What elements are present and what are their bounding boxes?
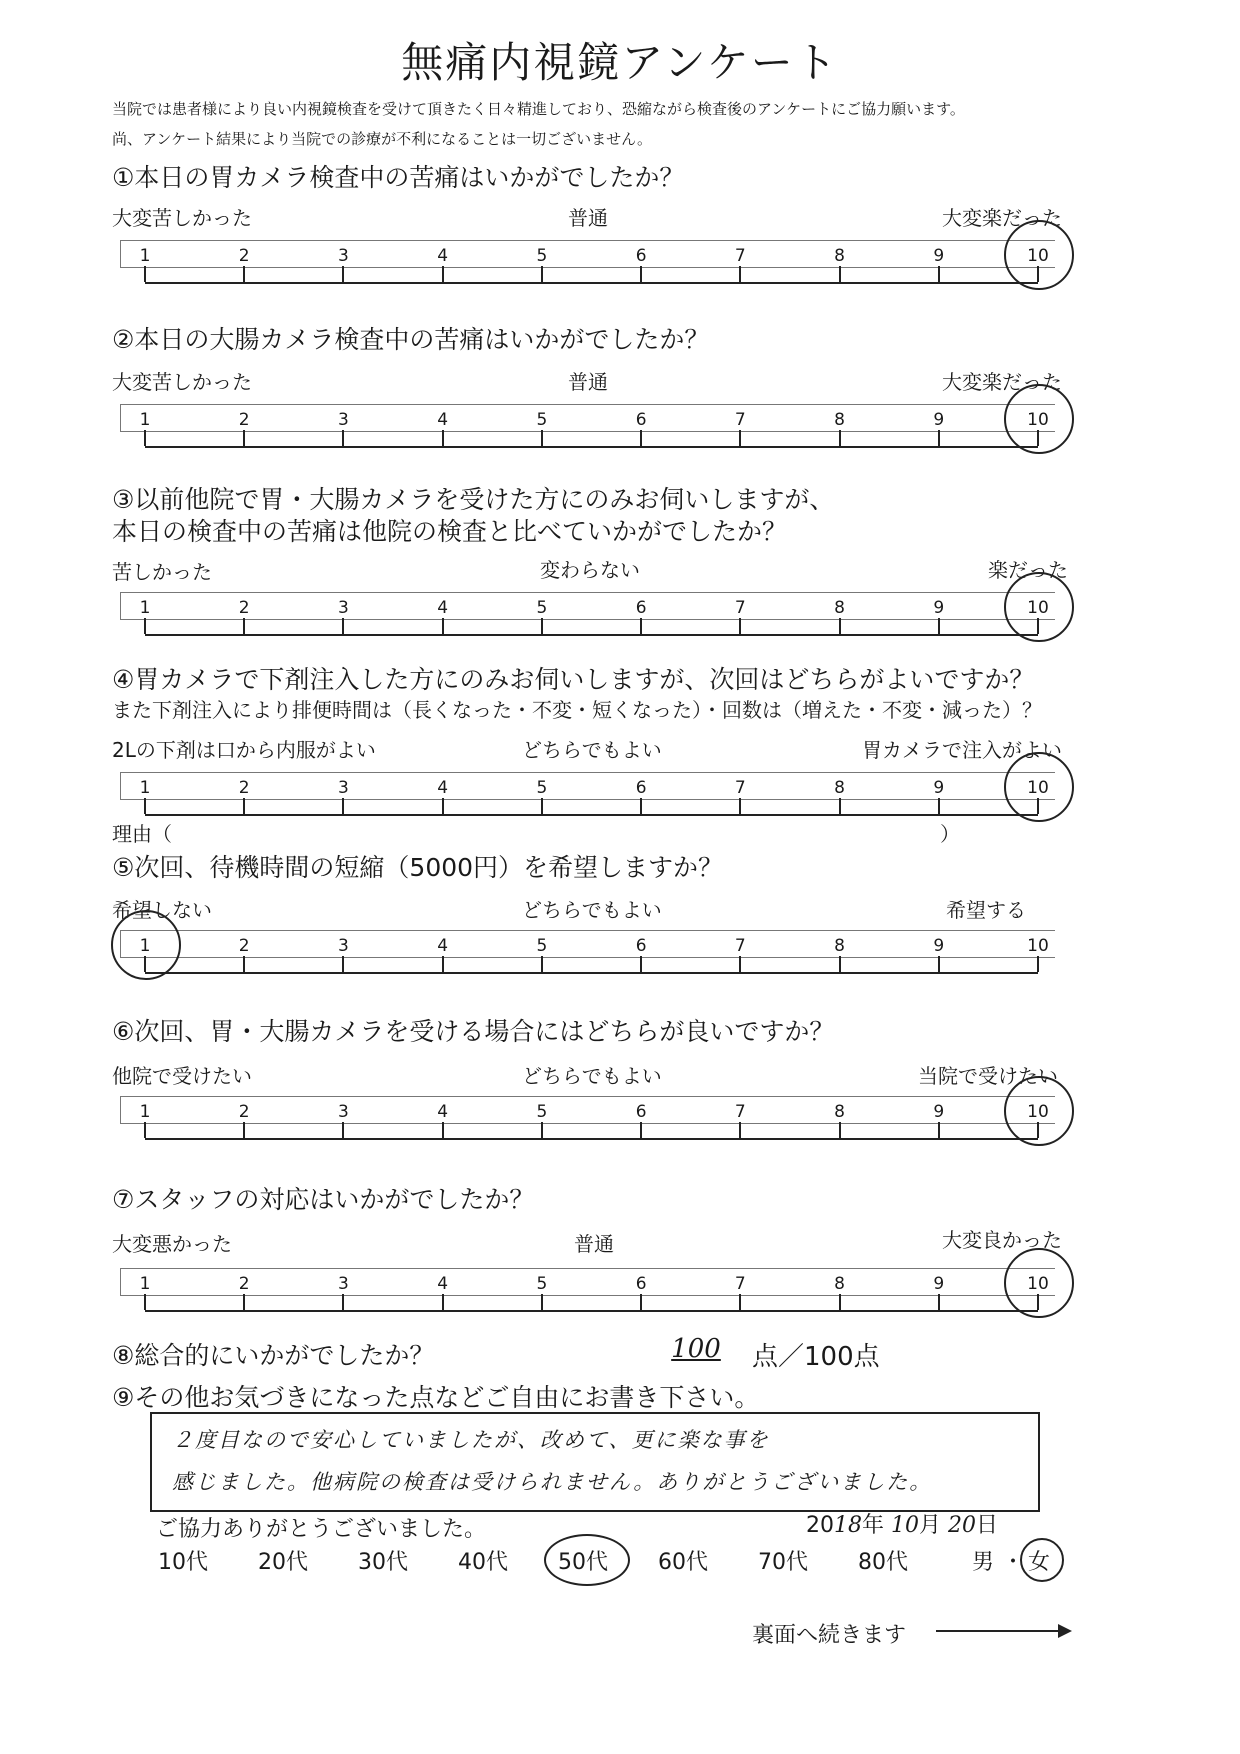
scale-tick [640, 430, 642, 446]
question-2-text: ②本日の大腸カメラ検査中の苦痛はいかがでしたか？ [112, 325, 710, 354]
scale-option-10[interactable]: 10 [1027, 598, 1049, 618]
scale-option-4[interactable]: 4 [437, 246, 449, 266]
scale-tick [739, 618, 741, 634]
scale-option-7[interactable]: 7 [734, 410, 746, 430]
scale-axis [145, 1138, 1038, 1140]
scale-option-6[interactable]: 6 [635, 778, 647, 798]
scale-tick [938, 266, 940, 282]
scale-tick [342, 266, 344, 282]
scale-axis [145, 634, 1038, 636]
scale-tick [144, 266, 146, 282]
question-9-text: ⑨その他お気づきになった点などご自由にお書き下さい。 [112, 1383, 760, 1412]
date-year-prefix: 20 [806, 1513, 834, 1538]
scale-bar [120, 772, 1055, 800]
q4-reason-label: 理由（ [112, 822, 172, 846]
scale-option-6[interactable]: 6 [635, 246, 647, 266]
scale-tick [1037, 956, 1039, 972]
scale-tick [243, 956, 245, 972]
scale-option-7[interactable]: 7 [734, 1274, 746, 1294]
date-day-label: 日 [976, 1513, 999, 1538]
scale-tick [442, 1122, 444, 1138]
date-day: 20 [948, 1513, 977, 1538]
scale-tick [243, 430, 245, 446]
scale-option-9[interactable]: 9 [933, 936, 945, 956]
scale-option-2[interactable]: 2 [238, 778, 250, 798]
q1-rating-scale[interactable] [120, 236, 1055, 306]
gender-female[interactable]: 女 [1028, 1550, 1051, 1575]
question-4-text-line-2: また下剤注入により排便時間は（長くなった・不変・短くなった）・回数は（増えた・不変・減った）？ [112, 698, 1042, 722]
scale-option-5[interactable]: 5 [536, 1102, 548, 1122]
date-year-label: 年 [862, 1513, 885, 1538]
scale-tick [938, 956, 940, 972]
scale-option-2[interactable]: 2 [238, 1102, 250, 1122]
intro-line-1: 当院では患者様により良い内視鏡検査を受けて頂きたく日々精進しており、恐縮ながら検査後のアンケートにご協力願います。 [112, 100, 965, 118]
scale-option-1[interactable]: 1 [139, 1102, 151, 1122]
age-option-70代[interactable]: 70代 [758, 1550, 808, 1575]
overall-score-value[interactable]: 100 [671, 1334, 721, 1364]
gender-male[interactable]: 男 [972, 1550, 995, 1575]
scale-option-10[interactable]: 10 [1027, 778, 1049, 798]
scale-option-10[interactable]: 10 [1027, 936, 1049, 956]
q4-reason-close: ） [940, 822, 960, 846]
scale-option-4[interactable]: 4 [437, 1274, 449, 1294]
scale-option-6[interactable]: 6 [635, 936, 647, 956]
scale-option-3[interactable]: 3 [338, 1102, 349, 1122]
comment-line-1: ２度目なので安心していましたが、改めて、更に楽な事を [172, 1428, 770, 1452]
scale-tick [342, 798, 344, 814]
scale-option-4[interactable]: 4 [437, 1102, 449, 1122]
age-option-80代[interactable]: 80代 [858, 1550, 908, 1575]
scale-option-8[interactable]: 8 [834, 936, 845, 956]
q5-left-label: 希望しない [112, 898, 212, 922]
age-option-60代[interactable]: 60代 [658, 1550, 708, 1575]
scale-option-4[interactable]: 4 [437, 778, 449, 798]
scale-option-6[interactable]: 6 [635, 1274, 647, 1294]
q3-rating-scale[interactable] [120, 588, 1055, 658]
scale-option-1[interactable]: 1 [139, 778, 151, 798]
scale-tick [739, 1294, 741, 1310]
scale-tick [442, 956, 444, 972]
scale-tick [243, 1122, 245, 1138]
scale-option-9[interactable]: 9 [933, 410, 945, 430]
question-4-text-line-1: ④胃カメラで下剤注入した方にのみお伺いしますが、次回はどちらがよいですか？ [112, 665, 1035, 694]
scale-option-10[interactable]: 10 [1027, 1102, 1049, 1122]
scale-tick [839, 430, 841, 446]
scale-option-10[interactable]: 10 [1027, 1274, 1049, 1294]
question-3-text-line-1: ③以前他院で胃・大腸カメラを受けた方にのみお伺いしますが、 [112, 485, 835, 514]
scale-axis [145, 446, 1038, 448]
continued-arrow-icon [1058, 1624, 1072, 1638]
scale-option-5[interactable]: 5 [536, 246, 548, 266]
scale-tick [541, 430, 543, 446]
scale-tick [739, 956, 741, 972]
scale-option-8[interactable]: 8 [834, 1274, 845, 1294]
scale-option-7[interactable]: 7 [734, 598, 746, 618]
scale-option-6[interactable]: 6 [635, 598, 647, 618]
scale-tick [442, 430, 444, 446]
scale-tick [640, 266, 642, 282]
scale-tick [144, 1294, 146, 1310]
scale-tick [541, 266, 543, 282]
question-6-text: ⑥次回、胃・大腸カメラを受ける場合にはどちらが良いですか？ [112, 1017, 835, 1046]
scale-axis [145, 282, 1038, 284]
scale-tick [243, 1294, 245, 1310]
date-field[interactable] [806, 1508, 998, 1539]
scale-tick [342, 956, 344, 972]
scale-option-2[interactable]: 2 [238, 1274, 250, 1294]
intro-line-2: 尚、アンケート結果により当院での診療が不利になることは一切ございません。 [112, 130, 653, 148]
scale-option-2[interactable]: 2 [238, 246, 250, 266]
scale-tick [144, 618, 146, 634]
scale-tick [243, 266, 245, 282]
scale-tick [839, 798, 841, 814]
scale-tick [442, 618, 444, 634]
age-option-20代[interactable]: 20代 [258, 1550, 308, 1575]
scale-option-9[interactable]: 9 [933, 1274, 945, 1294]
scale-option-5[interactable]: 5 [536, 1274, 548, 1294]
q2-left-label: 大変苦しかった [112, 370, 252, 394]
scale-tick [541, 956, 543, 972]
scale-bar [120, 1268, 1055, 1296]
scale-option-3[interactable]: 3 [338, 778, 349, 798]
scale-tick [442, 266, 444, 282]
scale-option-7[interactable]: 7 [734, 936, 746, 956]
scale-tick [541, 1122, 543, 1138]
scale-tick [938, 618, 940, 634]
scale-option-9[interactable]: 9 [933, 246, 945, 266]
question-1-text: ①本日の胃カメラ検査中の苦痛はいかがでしたか？ [112, 163, 685, 192]
free-comment-box[interactable] [150, 1412, 1040, 1512]
scale-tick [839, 618, 841, 634]
q6-right-label: 当院で受けたい [918, 1064, 1058, 1088]
scale-option-5[interactable]: 5 [536, 936, 548, 956]
scale-option-3[interactable]: 3 [338, 936, 349, 956]
scale-option-9[interactable]: 9 [933, 1102, 945, 1122]
scale-bar [120, 1096, 1055, 1124]
scale-tick [243, 798, 245, 814]
scale-tick [640, 798, 642, 814]
scale-option-5[interactable]: 5 [536, 778, 548, 798]
scale-option-3[interactable]: 3 [338, 1274, 349, 1294]
date-month-label: 月 [919, 1513, 942, 1538]
q2-right-label: 大変楽だった [942, 370, 1062, 394]
selected-answer-circle [1004, 220, 1074, 290]
scale-option-8[interactable]: 8 [834, 410, 845, 430]
q7-rating-scale[interactable] [120, 1264, 1055, 1334]
q3-left-label: 苦しかった [112, 560, 212, 584]
scale-option-3[interactable]: 3 [338, 410, 349, 430]
q7-left-label: 大変悪かった [112, 1232, 232, 1256]
scale-option-8[interactable]: 8 [834, 246, 845, 266]
page-title: 無痛内視鏡アンケート [401, 38, 839, 87]
gender-selected-circle [1020, 1538, 1064, 1582]
scale-tick [938, 1294, 940, 1310]
scale-tick [442, 1294, 444, 1310]
scale-option-4[interactable]: 4 [437, 598, 449, 618]
scale-option-10[interactable]: 10 [1027, 410, 1049, 430]
age-option-40代[interactable]: 40代 [458, 1550, 508, 1575]
scale-option-1[interactable]: 1 [139, 410, 151, 430]
scale-tick [541, 798, 543, 814]
scale-tick [342, 1122, 344, 1138]
scale-axis [145, 1310, 1038, 1312]
question-5-text: ⑤次回、待機時間の短縮（5000円）を希望しますか？ [112, 853, 724, 882]
selected-answer-circle [1004, 1248, 1074, 1318]
selected-answer-circle [1004, 1076, 1074, 1146]
continued-note: 裏面へ続きます [752, 1623, 907, 1648]
q6-left-label: 他院で受けたい [112, 1064, 252, 1088]
scale-option-10[interactable]: 10 [1027, 246, 1049, 266]
age-option-50代[interactable]: 50代 [558, 1550, 608, 1575]
thanks-message: ご協力ありがとうございました。 [156, 1517, 487, 1542]
question-3-text-line-2: 本日の検査中の苦痛は他院の検査と比べていかがでしたか？ [112, 517, 788, 546]
scale-option-1[interactable]: 1 [139, 246, 151, 266]
scale-option-2[interactable]: 2 [238, 410, 250, 430]
scale-option-7[interactable]: 7 [734, 246, 746, 266]
q4-left-label: 2Lの下剤は口から内服がよい [112, 738, 376, 762]
scale-option-2[interactable]: 2 [238, 936, 250, 956]
age-option-10代[interactable]: 10代 [158, 1550, 208, 1575]
scale-option-4[interactable]: 4 [437, 410, 449, 430]
question-8-text: ⑧総合的にいかがでしたか？ [112, 1341, 435, 1370]
scale-bar [120, 404, 1055, 432]
scale-option-1[interactable]: 1 [139, 1274, 151, 1294]
scale-tick [342, 1294, 344, 1310]
scale-option-6[interactable]: 6 [635, 1102, 647, 1122]
q5-rating-scale[interactable] [120, 926, 1055, 996]
scale-tick [640, 1294, 642, 1310]
overall-score-suffix: 点／100点 [752, 1342, 880, 1372]
q7-middle-label: 普通 [574, 1232, 614, 1256]
scale-tick [541, 1294, 543, 1310]
selected-answer-circle [111, 910, 181, 980]
gender-separator: ・ [1002, 1550, 1025, 1575]
scale-tick [938, 430, 940, 446]
q1-right-label: 大変楽だった [942, 206, 1062, 230]
scale-option-7[interactable]: 7 [734, 778, 746, 798]
scale-tick [640, 1122, 642, 1138]
q2-rating-scale[interactable] [120, 400, 1055, 470]
q3-right-label: 楽だった [988, 558, 1068, 582]
scale-bar [120, 592, 1055, 620]
scale-option-1[interactable]: 1 [139, 598, 151, 618]
date-year: 18 [834, 1513, 862, 1538]
q4-middle-label: どちらでもよい [522, 738, 662, 762]
selected-answer-circle [1004, 752, 1074, 822]
scale-axis [145, 972, 1038, 974]
scale-tick [938, 798, 940, 814]
scale-option-8[interactable]: 8 [834, 598, 845, 618]
scale-option-7[interactable]: 7 [734, 1102, 746, 1122]
q3-middle-label: 変わらない [540, 558, 640, 582]
q6-middle-label: どちらでもよい [522, 1064, 662, 1088]
q5-middle-label: どちらでもよい [522, 898, 662, 922]
scale-tick [144, 1122, 146, 1138]
q4-right-label: 胃カメラで注入がよい [862, 738, 1062, 762]
scale-tick [839, 1122, 841, 1138]
selected-answer-circle [1004, 384, 1074, 454]
q7-right-label: 大変良かった [942, 1228, 1062, 1252]
scale-option-1[interactable]: 1 [139, 936, 151, 956]
continued-arrow-line [936, 1630, 1061, 1632]
scale-tick [739, 430, 741, 446]
scale-tick [541, 618, 543, 634]
scale-option-5[interactable]: 5 [536, 410, 548, 430]
scale-tick [640, 956, 642, 972]
scale-bar [120, 240, 1055, 268]
scale-tick [640, 618, 642, 634]
scale-option-9[interactable]: 9 [933, 598, 945, 618]
q1-middle-label: 普通 [568, 206, 608, 230]
scale-bar [120, 930, 1055, 958]
q4-rating-scale[interactable] [120, 768, 1055, 838]
scale-option-2[interactable]: 2 [238, 598, 250, 618]
q5-right-label: 希望する [946, 898, 1026, 922]
scale-tick [243, 618, 245, 634]
scale-option-9[interactable]: 9 [933, 778, 945, 798]
q1-left-label: 大変苦しかった [112, 206, 252, 230]
scale-tick [442, 798, 444, 814]
comment-line-2: 感じました。他病院の検査は受けられません。ありがとうございました。 [172, 1470, 933, 1494]
age-option-30代[interactable]: 30代 [358, 1550, 408, 1575]
scale-option-4[interactable]: 4 [437, 936, 449, 956]
question-7-text: ⑦スタッフの対応はいかがでしたか？ [112, 1185, 535, 1214]
scale-tick [342, 430, 344, 446]
scale-tick [739, 266, 741, 282]
scale-tick [839, 956, 841, 972]
age-selected-circle [544, 1534, 630, 1586]
scale-axis [145, 814, 1038, 816]
scale-tick [144, 798, 146, 814]
date-month: 10 [891, 1513, 920, 1538]
scale-tick [839, 1294, 841, 1310]
scale-tick [739, 1122, 741, 1138]
q2-middle-label: 普通 [568, 370, 608, 394]
scale-tick [938, 1122, 940, 1138]
q6-rating-scale[interactable] [120, 1092, 1055, 1162]
scale-option-8[interactable]: 8 [834, 778, 845, 798]
scale-option-8[interactable]: 8 [834, 1102, 845, 1122]
scale-option-3[interactable]: 3 [338, 246, 349, 266]
selected-answer-circle [1004, 572, 1074, 642]
scale-tick [839, 266, 841, 282]
scale-option-3[interactable]: 3 [338, 598, 349, 618]
scale-option-5[interactable]: 5 [536, 598, 548, 618]
scale-tick [342, 618, 344, 634]
scale-option-6[interactable]: 6 [635, 410, 647, 430]
scale-tick [739, 798, 741, 814]
scale-tick [144, 430, 146, 446]
